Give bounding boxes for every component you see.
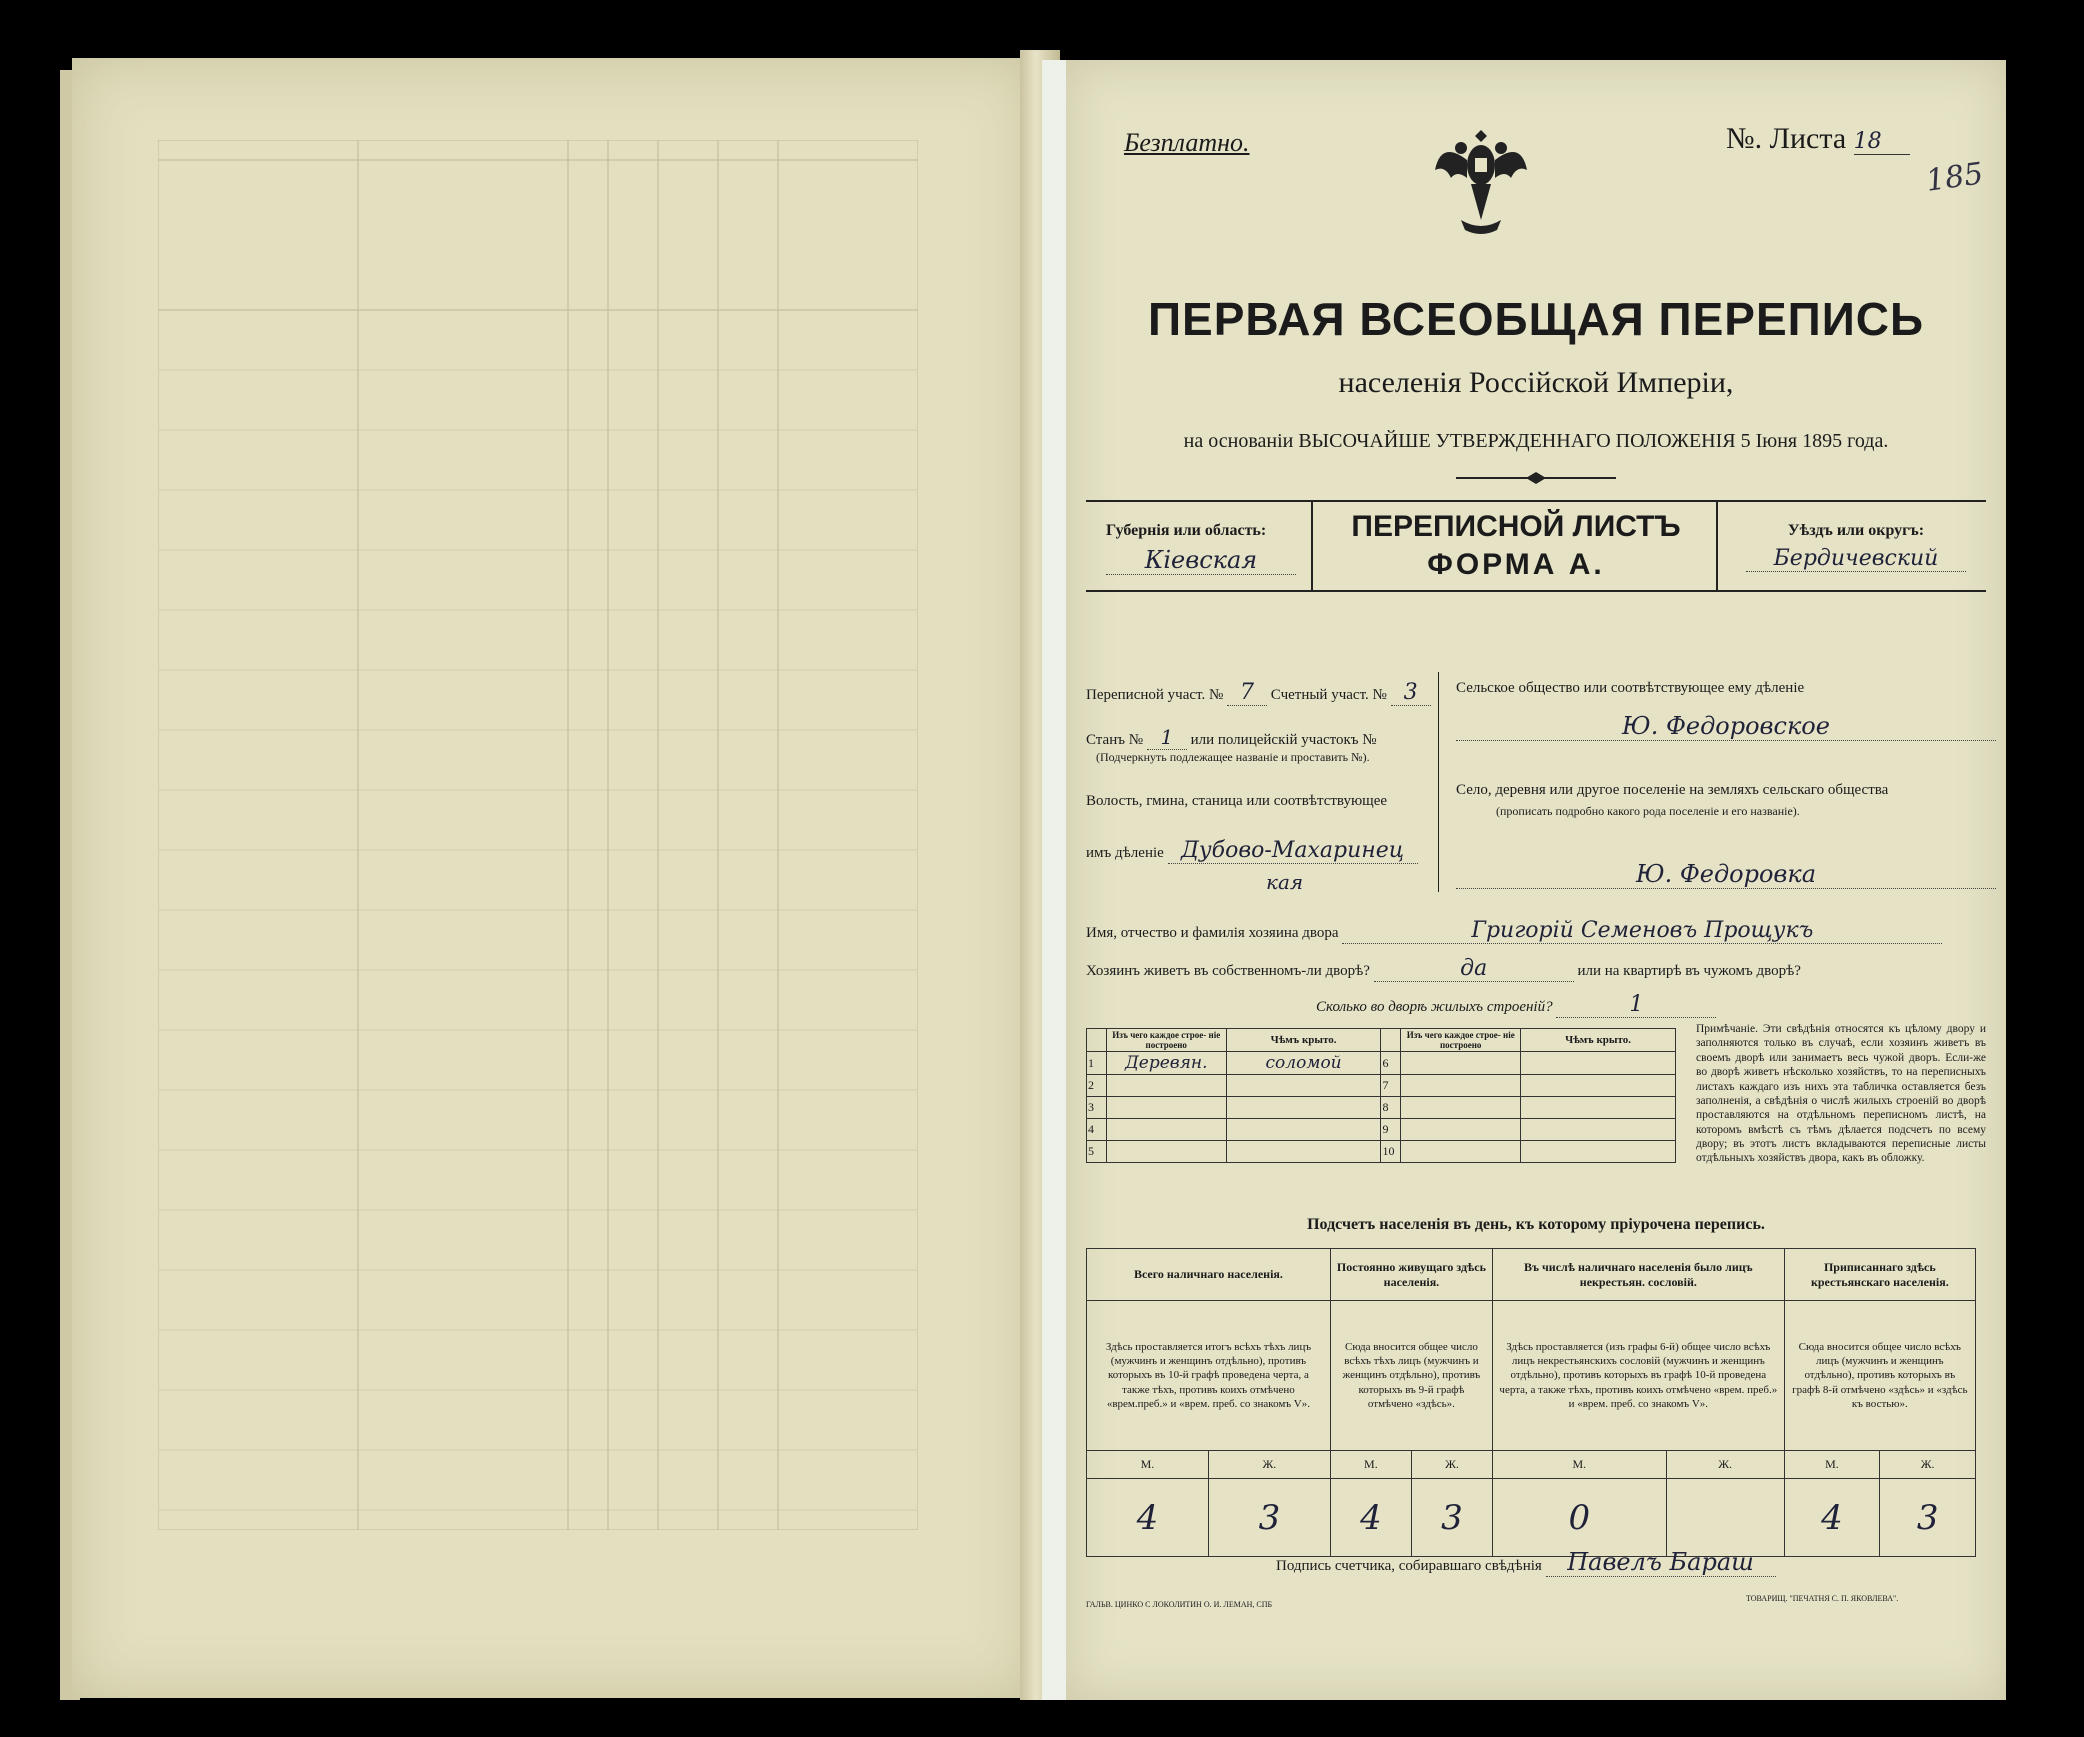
- own-yard-value: да: [1374, 956, 1574, 982]
- owner-value: Григорій Семеновъ Прощукъ: [1342, 918, 1942, 944]
- buildings-table-row: [1087, 1097, 1676, 1119]
- male-count: 0: [1493, 1479, 1667, 1557]
- buildings-count-field: Сколько во дворѣ жилыхъ строеній? 1: [1316, 992, 1716, 1018]
- female-count: [1666, 1479, 1784, 1557]
- roof-header: Чѣмъ крыто.: [1521, 1029, 1676, 1052]
- roof-cell: [1521, 1097, 1676, 1119]
- roof-header: Чѣмъ крыто.: [1226, 1029, 1381, 1052]
- census-basis: на основаніи ВЫСОЧАЙШЕ УТВЕРЖДЕННАГО ПОЛОЖЕНІЯ 5 Іюня 1895 года.: [1183, 430, 1889, 452]
- material-cell: [1401, 1052, 1521, 1075]
- material-cell: [1401, 1075, 1521, 1097]
- owner-field: Имя, отчество и фамилія хозяина двора Григорій Семеновъ Прощукъ: [1086, 918, 1942, 944]
- bleed-through-grid: [158, 140, 918, 1530]
- roof-cell: [1226, 1141, 1381, 1163]
- male-header: М.: [1087, 1451, 1209, 1479]
- village-value: Ю. Федоровка: [1456, 860, 1996, 889]
- material-header: Изъ чего каждое строе- ніе построено: [1401, 1029, 1521, 1052]
- volost-value-continued: кая: [1266, 870, 1304, 894]
- census-form-page: [1066, 60, 2006, 1700]
- double-headed-eagle-emblem: [1431, 120, 1531, 240]
- row-number: 7: [1381, 1075, 1401, 1097]
- female-header: Ж.: [1666, 1451, 1784, 1479]
- material-cell: [1106, 1119, 1226, 1141]
- buildings-table-row: [1087, 1141, 1676, 1163]
- buildings-table-row: [1087, 1119, 1676, 1141]
- male-header: М.: [1784, 1451, 1880, 1479]
- row-number: 4: [1087, 1119, 1107, 1141]
- female-header: Ж.: [1208, 1451, 1330, 1479]
- row-number: 3: [1087, 1097, 1107, 1119]
- material-cell: Деревян.: [1106, 1052, 1226, 1075]
- male-count: 4: [1087, 1479, 1209, 1557]
- stan-field: Станъ № 1 или полицейскій участокъ №: [1086, 725, 1377, 749]
- row-number: 2: [1087, 1075, 1107, 1097]
- row-number: 1: [1087, 1052, 1107, 1075]
- material-cell: [1106, 1075, 1226, 1097]
- population-table: [1086, 1248, 1976, 1557]
- archive-number: 185: [1923, 156, 1986, 199]
- imprint-right: ТОВАРИЩ. "ПЕЧАТНЯ С. П. ЯКОВЛЕВА".: [1746, 1594, 1899, 1603]
- buildings-table: [1086, 1028, 1676, 1163]
- material-cell: [1401, 1119, 1521, 1141]
- district-value: Бердичевский: [1746, 546, 1966, 572]
- ornament-divider: [1456, 468, 1616, 488]
- female-count: 3: [1411, 1479, 1492, 1557]
- rural-society-value: Ю. Федоровское: [1456, 712, 1996, 741]
- female-count: 3: [1880, 1479, 1976, 1557]
- district-label: Уѣздъ или округъ:: [1787, 522, 1925, 539]
- material-cell: [1401, 1097, 1521, 1119]
- population-column-title: Приписаннаго здѣсь крестьянскаго населенія.: [1784, 1249, 1975, 1301]
- population-column-description: Здѣсь проставляется (изъ графы 6-й) общее число всѣхъ лицъ некрестьянскихъ сословій (мужчинъ и женщинъ отдѣльно), противъ которыхъ въ графѣ 10-й проведена черта, а также тѣхъ, противъ коихъ отмѣчено «врем. преб.» и «врем. преб. со знакомъ V».: [1493, 1301, 1785, 1451]
- sheet-number-field: [1726, 122, 1910, 156]
- sheet-title: ПЕРЕПИСНОЙ ЛИСТЪ: [1351, 510, 1681, 543]
- female-header: Ж.: [1411, 1451, 1492, 1479]
- buildings-table-row: [1087, 1075, 1676, 1097]
- population-column-title: Въ числѣ наличнаго населенія было лицъ некрестьян. сословій.: [1493, 1249, 1785, 1301]
- material-cell: [1106, 1141, 1226, 1163]
- male-count: 4: [1330, 1479, 1411, 1557]
- roof-cell: [1521, 1052, 1676, 1075]
- population-column-title: Всего наличнаго населенія.: [1087, 1249, 1331, 1301]
- material-cell: [1401, 1141, 1521, 1163]
- census-district-value: 7: [1227, 680, 1267, 706]
- roof-cell: [1226, 1075, 1381, 1097]
- population-column-description: Сюда вносится общее число всѣхъ тѣхъ лицъ (мужчинъ и женщинъ отдѣльно), противъ которыхъ въ 9-й графѣ отмѣчено «здѣсь».: [1330, 1301, 1492, 1451]
- female-header: Ж.: [1880, 1451, 1976, 1479]
- rural-society-label: Сельское общество или соотвѣтствующее ему дѣленіе: [1456, 680, 1805, 696]
- buildings-count-value: 1: [1556, 992, 1716, 1018]
- volost-value: Дубово-Махаринец: [1168, 838, 1418, 864]
- form-title: ФОРМА А.: [1427, 548, 1605, 581]
- roof-cell: [1521, 1075, 1676, 1097]
- row-number: 8: [1381, 1097, 1401, 1119]
- population-column-title: Постоянно живущаго здѣсь населенія.: [1330, 1249, 1492, 1301]
- census-district-field: Переписной участ. № 7 Счетный участ. № 3: [1086, 680, 1431, 706]
- sheet-number-label: №. Листа: [1726, 122, 1847, 155]
- signature-field: Подпись счетчика, собиравшаго свѣдѣнія Павелъ Бараш: [1276, 1548, 1776, 1577]
- signature-value: Павелъ Бараш: [1546, 1548, 1776, 1577]
- row-number: 10: [1381, 1141, 1401, 1163]
- buildings-table-row: [1087, 1052, 1676, 1075]
- male-count: 4: [1784, 1479, 1880, 1557]
- village-note: (прописать подробно какого рода поселеніе и его названіе).: [1496, 804, 1800, 818]
- roof-cell: [1226, 1119, 1381, 1141]
- stan-value: 1: [1147, 725, 1187, 750]
- roof-cell: [1521, 1119, 1676, 1141]
- male-header: М.: [1330, 1451, 1411, 1479]
- material-cell: [1106, 1097, 1226, 1119]
- footnote: Примѣчаніе. Эти свѣдѣнія относятся къ цѣлому двору и заполняются только въ случаѣ, если хозяинъ живетъ въ своемъ дворѣ или занимаетъ весь чужой дворъ. Если-же во дворѣ живетъ нѣсколько хозяйствъ, то на переписныхъ листахъ каждаго изъ нихъ эта табличка оставляется безъ заполненія, а свѣдѣнія о числѣ жилыхъ строеній во дворѣ проставляются на отдѣльномъ переписномъ листѣ, на которомъ вмѣстѣ съ тѣмъ дѣлается подсчетъ по всему двору; въ этотъ листъ вкладываются переписные листы отдѣльныхъ хозяйствъ двора, какъ въ обложку.: [1696, 1023, 1986, 1165]
- volost-field: имъ дѣленіе Дубово-Махаринец: [1086, 838, 1418, 864]
- row-number: 6: [1381, 1052, 1401, 1075]
- row-number: 5: [1087, 1141, 1107, 1163]
- female-count: 3: [1208, 1479, 1330, 1557]
- volost-label: Волость, гмина, станица или соотвѣтствующее: [1086, 793, 1388, 809]
- counting-district-value: 3: [1391, 680, 1431, 706]
- material-header: Изъ чего каждое строе- ніе построено: [1106, 1029, 1226, 1052]
- underline-note: (Подчеркнуть подлежащее названіе и проставить №).: [1096, 750, 1370, 764]
- imprint-left: ГАЛЬВ. ЦИНКО С ЛОКОЛИТИН О. И. ЛЕМАН, СПБ: [1086, 1600, 1273, 1609]
- population-heading: Подсчетъ населенія въ день, къ которому пріурочена перепись.: [1307, 1216, 1765, 1233]
- population-column-description: Сюда вносится общее число всѣхъ лицъ (мужчинъ и женщинъ отдѣльно), противъ которыхъ въ графѣ 8-й отмѣчено «здѣсь» и «здѣсь къ востью».: [1784, 1301, 1975, 1451]
- roof-cell: [1226, 1097, 1381, 1119]
- census-subtitle: населенія Россійской Имперіи,: [1338, 366, 1734, 399]
- province-label: Губернія или область:: [1106, 522, 1267, 539]
- male-header: М.: [1493, 1451, 1667, 1479]
- roof-cell: [1521, 1141, 1676, 1163]
- population-column-description: Здѣсь проставляется итогъ всѣхъ тѣхъ лицъ (мужчинъ и женщинъ отдѣльно), противъ которыхъ въ 10-й графѣ проведена черта, а также тѣхъ, противъ коихъ отмѣчено «врем.преб.» и «врем. преб. со знакомъ V».: [1087, 1301, 1331, 1451]
- roof-cell: соломой: [1226, 1052, 1381, 1075]
- own-yard-field: Хозяинъ живетъ въ собственномъ-ли дворѣ? да или на квартирѣ въ чужомъ дворѣ?: [1086, 956, 1801, 981]
- free-label: Безплатно.: [1124, 128, 1250, 157]
- village-label: Село, деревня или другое поселеніе на земляхъ сельскаго общества: [1456, 782, 1889, 798]
- census-title: ПЕРВАЯ ВСЕОБЩАЯ ПЕРЕПИСЬ: [1147, 293, 1925, 345]
- sheet-number-value: 18: [1854, 129, 1910, 155]
- province-value: Кіевская: [1106, 546, 1296, 575]
- row-number: 9: [1381, 1119, 1401, 1141]
